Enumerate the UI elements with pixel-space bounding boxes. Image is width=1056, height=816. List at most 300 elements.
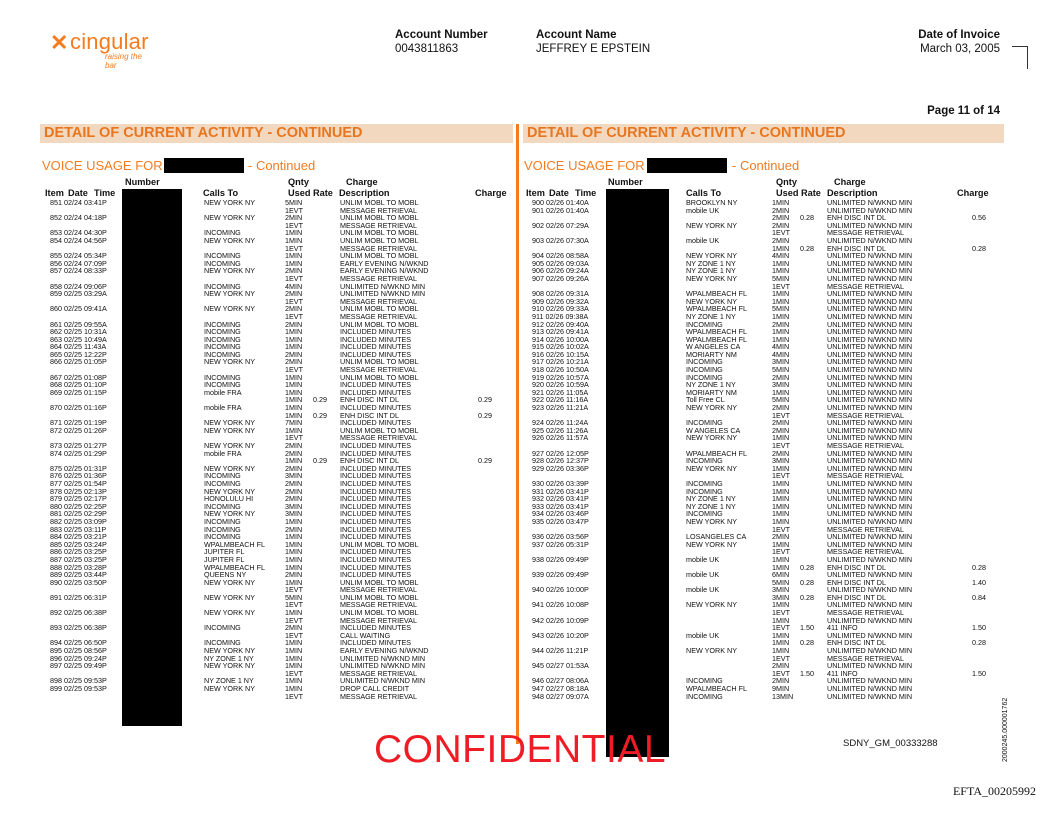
qnty-used: 1MIN — [772, 433, 790, 443]
item-date-time: 928 02/26 12:37P — [532, 456, 589, 466]
calls-to: mobile UK — [686, 585, 720, 595]
col-qnty-bottom: Used — [288, 188, 311, 198]
qnty-used: 1EVT — [285, 365, 303, 375]
calls-to: INCOMING — [204, 281, 241, 291]
qnty-used: 1MIN — [285, 372, 303, 382]
col-charge: Charge — [957, 188, 989, 198]
table-row — [522, 624, 1000, 632]
qnty-used: 1MIN — [772, 630, 790, 640]
charge: 0.84 — [972, 592, 986, 602]
calls-to: INCOMING — [686, 676, 723, 686]
table-row — [40, 358, 510, 366]
description: UNLIM MOBL TO MOBL — [340, 251, 419, 261]
rate: 0.28 — [800, 562, 814, 572]
table-row — [40, 685, 510, 693]
table-row — [40, 305, 510, 313]
calls-to: NEW YORK NY — [204, 213, 255, 223]
calls-to: INCOMING — [204, 623, 241, 633]
calls-to: NY ZONE 1 NY — [686, 311, 736, 321]
qnty-used: 3MIN — [772, 592, 790, 602]
qnty-used: 2MIN — [772, 448, 790, 458]
calls-to: NEW YORK NY — [686, 251, 737, 261]
table-row — [522, 404, 1000, 412]
table-row — [522, 662, 1000, 670]
table-row — [40, 214, 510, 222]
item-date-time: 884 02/25 03:21P — [50, 532, 107, 542]
account-name: JEFFREY E EPSTEIN — [536, 43, 651, 55]
item-date-time: 923 02/26 11:21A — [532, 403, 589, 413]
col-charge-top: Charge — [834, 177, 866, 187]
charge: 0.56 — [972, 213, 986, 223]
description: INCLUDED MINUTES — [340, 562, 412, 572]
item-date-time: 857 02/24 08:33P — [50, 266, 107, 276]
rate: 1.50 — [800, 668, 814, 678]
qnty-used: 1MIN — [285, 334, 303, 344]
item-date-time: 926 02/26 11:57A — [532, 433, 589, 443]
item-date-time: 916 02/26 10:15A — [532, 349, 589, 359]
logo — [50, 29, 150, 70]
qnty-used: 2MIN — [772, 403, 790, 413]
item-date-time: 909 02/26 09:32A — [532, 296, 589, 306]
item-date-time: 920 02/26 10:59A — [532, 380, 589, 390]
table-row — [522, 617, 1000, 625]
calls-to: INCOMING — [204, 327, 241, 337]
qnty-used: 1MIN — [772, 501, 790, 511]
qnty-used: 1EVT — [285, 311, 303, 321]
calls-to: INCOMING — [204, 372, 241, 382]
qnty-used: 2MIN — [772, 372, 790, 382]
qnty-used: 2MIN — [772, 205, 790, 215]
charge: 1.50 — [972, 668, 986, 678]
calls-to: mobile UK — [686, 570, 720, 580]
description: UNLIMITED N/WKND MIN — [827, 251, 913, 261]
calls-to: INCOMING — [204, 638, 241, 648]
logo-text: cingular — [70, 29, 149, 54]
col-description: Description — [827, 188, 878, 198]
calls-to: Toll Free CL — [686, 395, 725, 405]
calls-to: WPALMBEACH FL — [686, 289, 747, 299]
item-date-time: 929 02/26 03:36P — [532, 463, 589, 473]
item-date-time: 936 02/26 03:56P — [532, 532, 589, 542]
item-date-time: 948 02/27 09:07A — [532, 691, 589, 701]
calls-to: NEW YORK NY — [204, 577, 255, 587]
item-date-time: 911 02/26 09:38A — [532, 311, 589, 321]
item-date-time: 901 02/26 01:40A — [532, 205, 589, 215]
bates-number: SDNY_GM_00333288 — [843, 738, 938, 749]
qnty-used: 2MIN — [772, 661, 790, 671]
calls-to: INCOMING — [204, 258, 241, 268]
qnty-used: 3MIN — [285, 509, 303, 519]
item-date-time: 868 02/25 01:10P — [50, 380, 107, 390]
qnty-used: 1EVT — [285, 205, 303, 215]
description: EARLY EVENING N/WKND — [340, 266, 429, 276]
qnty-used: 1MIN — [772, 615, 790, 625]
description: MESSAGE RETRIEVAL — [340, 433, 417, 443]
table-row — [522, 283, 1000, 291]
description: INCLUDED MINUTES — [340, 486, 412, 496]
qnty-used: 2MIN — [285, 213, 303, 223]
description: ENH DISC INT DL — [340, 410, 399, 420]
qnty-used: 1MIN — [285, 539, 303, 549]
calls-to: NY ZONE 1 NY — [686, 494, 736, 504]
table-row — [522, 670, 1000, 678]
item-date-time: 893 02/25 06:38P — [50, 623, 107, 633]
description: UNLIMITED N/WKND MIN — [340, 289, 426, 299]
description: MESSAGE RETRIEVAL — [340, 365, 417, 375]
item-date-time: 880 02/25 02:25P — [50, 501, 107, 511]
table-row — [40, 313, 510, 321]
qnty-used: 1MIN — [285, 403, 303, 413]
item-date-time: 910 02/26 09:33A — [532, 304, 589, 314]
calls-to: WPALMBEACH FL — [686, 684, 747, 693]
col-time: Time — [575, 188, 597, 198]
table-row — [40, 488, 510, 496]
description: INCLUDED MINUTES — [340, 418, 412, 428]
table-row — [522, 533, 1000, 541]
qnty-used: 1MIN — [772, 296, 790, 306]
item-date-time: 940 02/26 10:00P — [532, 585, 589, 595]
calls-to: INCOMING — [204, 342, 241, 352]
qnty-used: 1MIN — [772, 638, 790, 648]
qnty-used: 2MIN — [285, 357, 303, 367]
qnty-used: 1MIN — [285, 251, 303, 261]
calls-to: INCOMING — [204, 524, 241, 534]
description: UNLIMITED N/WKND MIN — [827, 220, 913, 230]
qnty-used: 1MIN — [285, 235, 303, 245]
item-date-time: 930 02/26 03:39P — [532, 478, 589, 488]
description: MESSAGE RETRIEVAL — [340, 296, 417, 306]
description: UNLIMITED N/WKND MIN — [827, 630, 913, 640]
qnty-used: 2MIN — [285, 494, 303, 504]
calls-to: NEW YORK NY — [686, 516, 737, 526]
description: UNLIMITED N/WKND MIN — [827, 600, 913, 610]
table-row — [522, 229, 1000, 237]
description: MESSAGE RETRIEVAL — [827, 471, 904, 481]
table-row — [40, 252, 510, 260]
description: INCLUDED MINUTES — [340, 623, 412, 633]
calls-to: NEW YORK NY — [204, 198, 255, 207]
qnty-used: 1MIN — [285, 258, 303, 268]
table-row — [522, 647, 1000, 655]
description: INCLUDED MINUTES — [340, 463, 412, 473]
table-row — [522, 207, 1000, 215]
table-row — [40, 495, 510, 503]
table-row — [40, 624, 510, 632]
qnty-used: 1MIN — [285, 532, 303, 542]
calls-to: mobile UK — [686, 554, 720, 564]
col-date: Date — [68, 188, 88, 198]
item-date-time: 898 02/25 09:53P — [50, 676, 107, 686]
description: INCLUDED MINUTES — [340, 570, 412, 580]
item-date-time: 860 02/25 09:41A — [50, 304, 107, 314]
calls-to: NEW YORK NY — [204, 289, 255, 299]
qnty-used: 1MIN — [285, 653, 303, 663]
confidential-stamp: CONFIDENTIAL — [374, 728, 667, 771]
calls-to: INCOMING — [204, 228, 241, 238]
description: MESSAGE RETRIEVAL — [340, 691, 417, 701]
calls-to: WPALMBEACH FL — [686, 304, 747, 314]
item-date-time: 864 02/25 11:43A — [50, 342, 107, 352]
table-row — [522, 298, 1000, 306]
item-date-time: 914 02/26 10:00A — [532, 334, 589, 344]
rate: 1.50 — [800, 623, 814, 633]
item-date-time: 944 02/26 11:21P — [532, 646, 589, 656]
table-row — [40, 518, 510, 526]
qnty-used: 1MIN — [285, 608, 303, 618]
table-row — [522, 639, 1000, 647]
calls-to: NEW YORK NY — [204, 608, 255, 618]
calls-to: INCOMING — [204, 380, 241, 390]
table-row — [522, 419, 1000, 427]
description: EARLY EVENING N/WKND — [340, 646, 429, 656]
description: INCLUDED MINUTES — [340, 403, 412, 413]
table-row — [522, 374, 1000, 382]
item-date-time: 853 02/24 04:30P — [50, 228, 107, 238]
item-date-time: 913 02/26 09:41A — [532, 327, 589, 337]
item-date-time: 899 02/25 09:53P — [50, 684, 107, 693]
col-qnty-top: Qnty — [776, 177, 797, 187]
calls-to: mobile FRA — [204, 448, 242, 458]
calls-to: mobile UK — [686, 235, 720, 245]
table-row — [522, 396, 1000, 404]
description: MESSAGE RETRIEVAL — [340, 205, 417, 215]
calls-to: MORIARTY NM — [686, 387, 737, 397]
qnty-used: 1MIN — [285, 684, 303, 693]
corner-mark — [1012, 46, 1028, 69]
description: INCLUDED MINUTES — [340, 349, 412, 359]
qnty-used: 4MIN — [285, 281, 303, 291]
item-date-time: 947 02/27 08:18A — [532, 684, 589, 693]
item-date-time: 867 02/25 01:08P — [50, 372, 107, 382]
logo-mark-icon: ✕ — [50, 30, 69, 55]
description: UNLIMITED N/WKND MIN — [827, 684, 913, 693]
table-row — [522, 457, 1000, 465]
table-row — [522, 564, 1000, 572]
description: UNLIMITED N/WKND MIN — [827, 342, 913, 352]
table-row — [40, 480, 510, 488]
table-row — [522, 343, 1000, 351]
rate: 0.28 — [800, 577, 814, 587]
col-charge: Charge — [475, 188, 507, 198]
table-row — [40, 457, 510, 465]
charge: 1.40 — [972, 577, 986, 587]
description: MESSAGE RETRIEVAL — [340, 615, 417, 625]
qnty-used: 1EVT — [285, 585, 303, 595]
calls-to: WPALMBEACH FL — [204, 562, 265, 572]
item-date-time: 904 02/26 08:58A — [532, 251, 589, 261]
rate: 0.29 — [313, 456, 327, 466]
description: ENH DISC INT DL — [340, 395, 399, 405]
qnty-used: 2MIN — [285, 570, 303, 580]
table-row — [522, 518, 1000, 526]
table-row — [40, 434, 510, 442]
col-number-top: Number — [608, 177, 643, 187]
description: MESSAGE RETRIEVAL — [340, 273, 417, 283]
item-date-time: 932 02/26 03:41P — [532, 494, 589, 504]
item-date-time: 895 02/25 08:56P — [50, 646, 107, 656]
item-date-time: 943 02/26 10:20P — [532, 630, 589, 640]
qnty-used: 5MIN — [285, 592, 303, 602]
table-row — [40, 381, 510, 389]
description: MESSAGE RETRIEVAL — [340, 220, 417, 230]
description: UNLIMITED N/WKND MIN — [827, 554, 913, 564]
qnty-used: 5MIN — [772, 273, 790, 283]
qnty-used: 2MIN — [772, 235, 790, 245]
description: UNLIMITED N/WKND MIN — [827, 387, 913, 397]
description: INCLUDED MINUTES — [340, 547, 412, 557]
calls-to: JUPITER FL — [204, 547, 245, 557]
qnty-used: 3MIN — [772, 357, 790, 367]
qnty-used: 3MIN — [285, 501, 303, 511]
table-row — [40, 412, 510, 420]
qnty-used: 1MIN — [285, 661, 303, 671]
calls-to: W ANGELES CA — [686, 425, 741, 435]
item-date-time: 915 02/26 10:02A — [532, 342, 589, 352]
calls-to: INCOMING — [204, 319, 241, 329]
calls-to: W ANGELES CA — [686, 342, 741, 352]
table-row — [40, 366, 510, 374]
qnty-used: 1EVT — [285, 243, 303, 253]
description: UNLIMITED N/WKND MIN — [340, 281, 426, 291]
table-row — [522, 579, 1000, 587]
qnty-used: 1MIN — [285, 380, 303, 390]
col-time: Time — [94, 188, 116, 198]
calls-to: INCOMING — [686, 456, 723, 466]
col-number-top: Number — [125, 177, 160, 187]
table-row — [40, 283, 510, 291]
item-date-time: 924 02/26 11:24A — [532, 418, 589, 428]
qnty-used: 1EVT — [285, 273, 303, 283]
calls-to: mobile UK — [686, 205, 720, 215]
description: ENH DISC INT DL — [827, 577, 886, 587]
description: UNLIMITED N/WKND MIN — [827, 304, 913, 314]
description: ENH DISC INT DL — [827, 562, 886, 572]
col-qnty-top: Qnty — [288, 177, 309, 187]
table-row — [40, 586, 510, 594]
table-row — [522, 358, 1000, 366]
item-date-time: 908 02/26 09:31A — [532, 289, 589, 299]
qnty-used: 1MIN — [772, 327, 790, 337]
qnty-used: 1MIN — [285, 646, 303, 656]
qnty-used: 1EVT — [772, 228, 790, 238]
description: UNLIMITED N/WKND MIN — [827, 266, 913, 276]
qnty-used: 1MIN — [772, 463, 790, 473]
description: MESSAGE RETRIEVAL — [340, 668, 417, 678]
qnty-used: 2MIN — [285, 486, 303, 496]
qnty-used: 1MIN — [285, 547, 303, 557]
table-row — [40, 548, 510, 556]
description: UNLIM MOBL TO MOBL — [340, 235, 419, 245]
col-rate: Rate — [801, 188, 821, 198]
qnty-used: 5MIN — [772, 577, 790, 587]
description: ENH DISC INT DL — [827, 243, 886, 253]
qnty-used: 2MIN — [772, 319, 790, 329]
item-date-time: 938 02/26 09:49P — [532, 554, 589, 564]
calls-to: NEW YORK NY — [204, 418, 255, 428]
table-row — [40, 396, 510, 404]
table-row — [40, 199, 510, 207]
qnty-used: 1MIN — [285, 410, 303, 420]
qnty-used: 1MIN — [772, 243, 790, 253]
description: UNLIMITED N/WKND MIN — [827, 365, 913, 375]
efta-number: EFTA_00205992 — [952, 784, 1036, 798]
table-row — [40, 298, 510, 306]
item-date-time: 946 02/27 08:06A — [532, 676, 589, 686]
qnty-used: 3MIN — [285, 471, 303, 481]
qnty-used: 4MIN — [772, 251, 790, 261]
charge: 0.29 — [478, 395, 492, 405]
description: UNLIM MOBL TO MOBL — [340, 213, 419, 223]
qnty-used: 2MIN — [285, 623, 303, 633]
description: UNLIMITED N/WKND MIN — [827, 661, 913, 671]
item-date-time: 872 02/25 01:26P — [50, 425, 107, 435]
table-row — [40, 404, 510, 412]
item-date-time: 889 02/25 03:44P — [50, 570, 107, 580]
qnty-used: 1EVT — [285, 691, 303, 701]
description: INCLUDED MINUTES — [340, 554, 412, 564]
qnty-used: 2MIN — [285, 319, 303, 329]
calls-to: INCOMING — [686, 372, 723, 382]
description: UNLIMITED N/WKND MIN — [827, 289, 913, 299]
rate: 0.28 — [800, 638, 814, 648]
qnty-used: 1MIN — [772, 198, 790, 207]
calls-to: NEW YORK NY — [204, 661, 255, 671]
description: INCLUDED MINUTES — [340, 380, 412, 390]
calls-to: NEW YORK NY — [204, 486, 255, 496]
table-row — [40, 321, 510, 329]
description: ENH DISC INT DL — [827, 638, 886, 648]
table-row — [522, 480, 1000, 488]
calls-to: INCOMING — [686, 478, 723, 488]
table-row — [40, 351, 510, 359]
description: INCLUDED MINUTES — [340, 387, 412, 397]
qnty-used: 1MIN — [285, 562, 303, 572]
charge: 1.50 — [972, 623, 986, 633]
qnty-used: 1MIN — [772, 258, 790, 268]
item-date-time: 892 02/25 06:38P — [50, 608, 107, 618]
description: UNLIM MOBL TO MOBL — [340, 425, 419, 435]
item-date-time: 942 02/26 10:09P — [532, 615, 589, 625]
item-date-time: 931 02/26 03:41P — [532, 486, 589, 496]
description: UNLIMITED N/WKND MIN — [827, 357, 913, 367]
item-date-time: 877 02/25 01:54P — [50, 478, 107, 488]
item-date-time: 878 02/25 02:13P — [50, 486, 107, 496]
calls-to: INCOMING — [204, 478, 241, 488]
qnty-used: 2MIN — [772, 532, 790, 542]
rate: 0.28 — [800, 243, 814, 253]
calls-to: MORIARTY NM — [686, 349, 737, 359]
calls-to: INCOMING — [686, 357, 723, 367]
description: UNLIMITED N/WKND MIN — [827, 433, 913, 443]
description: INCLUDED MINUTES — [340, 532, 412, 542]
description: INCLUDED MINUTES — [340, 327, 412, 337]
table-row — [40, 609, 510, 617]
description: UNLIMITED N/WKND MIN — [827, 395, 913, 405]
calls-to: NEW YORK NY — [204, 304, 255, 314]
qnty-used: 5MIN — [772, 365, 790, 375]
calls-to: INCOMING — [204, 532, 241, 542]
charge: 0.28 — [972, 562, 986, 572]
qnty-used: 2MIN — [772, 220, 790, 230]
qnty-used: 2MIN — [285, 463, 303, 473]
table-row — [40, 374, 510, 382]
col-date: Date — [549, 188, 569, 198]
qnty-used: 13MIN — [772, 691, 794, 701]
table-row — [40, 290, 510, 298]
description: MESSAGE RETRIEVAL — [827, 410, 904, 420]
qnty-used: 1MIN — [285, 577, 303, 587]
item-date-time: 935 02/26 03:47P — [532, 516, 589, 526]
